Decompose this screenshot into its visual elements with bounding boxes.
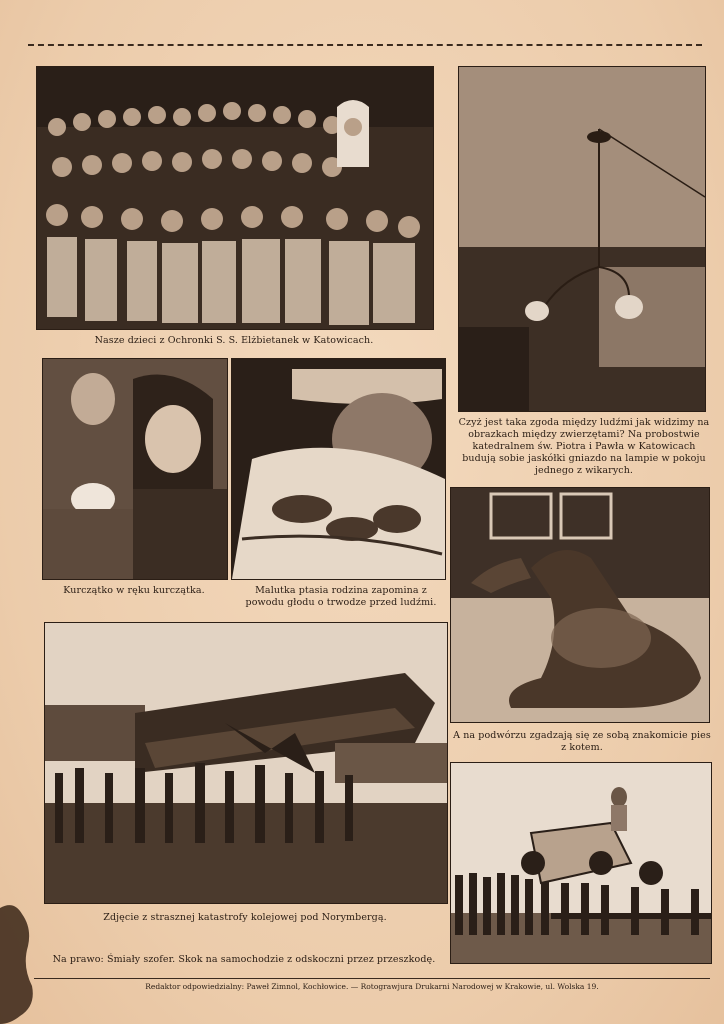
photo-car-jump [450, 762, 712, 964]
photo-dog-cat [450, 487, 710, 723]
photo-feeding-birds [231, 358, 446, 580]
paper-stain [0, 900, 36, 1024]
photo-children-group [36, 66, 434, 330]
caption-chick: Kurczątko w ręku kurczątka. [63, 585, 205, 596]
photo-train-crash [44, 622, 448, 904]
photo-lamp-swallows [458, 66, 706, 412]
photo-girl-chick [42, 358, 228, 580]
caption-car: Na prawo: Śmiały szofer. Skok na samochodzie z odskoczni przez przeszkodę. [52, 954, 436, 965]
caption-birds: Malutka ptasia rodzina zapomina z powodu głodu o trwodze przed ludźmi. [245, 585, 437, 608]
top-rule [28, 44, 702, 46]
caption-lamp: Czyż jest taka zgoda między ludźmi jak widzimy na obrazkach między zwierzętami? Na probostwie katedralnem św. Piotra i Pawła w Katowicach budują sobie jaskółki gniazdo na lampie w pokoju jednego z wikarych. [458, 417, 710, 476]
caption-dog: A na podwórzu zgadzają się ze sobą znakomicie pies z kotem. [453, 730, 711, 753]
footer-imprint: Redaktor odpowiedzialny: Paweł Zimnol, Kochłowice. — Rotograwjura Drukarni Narodowej w Krakowie, ul. Wolska 19. [145, 982, 599, 991]
bottom-rule [34, 978, 710, 979]
caption-children: Nasze dzieci z Ochronki S. S. Elżbietanek w Katowicach. [94, 335, 374, 346]
caption-train: Zdjęcie z strasznej katastrofy kolejowej pod Norymbergą. [103, 912, 387, 923]
